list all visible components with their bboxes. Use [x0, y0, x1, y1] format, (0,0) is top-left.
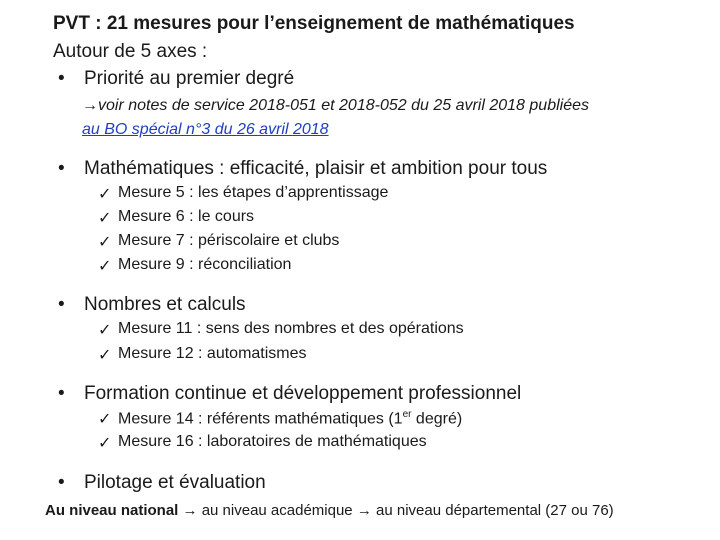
- note-line-1: [82, 97, 589, 115]
- bo-link[interactable]: au BO spécial n°3 du 26 avril 2018: [82, 121, 329, 138]
- bullet-icon: •: [58, 68, 65, 89]
- measure-item: Mesure 16 : laboratoires de mathématiques: [118, 433, 427, 450]
- right-arrow-icon: →: [182, 502, 198, 519]
- footer-national: Au niveau national: [45, 502, 179, 519]
- bullet-icon: •: [58, 383, 65, 404]
- ordinal-sup: er: [402, 409, 412, 420]
- measure-item: Mesure 12 : automatismes: [118, 345, 307, 362]
- checkmark-icon: ✓: [98, 435, 112, 452]
- checkmark-icon: ✓: [98, 347, 112, 364]
- checkmark-icon: ✓: [98, 186, 112, 203]
- footer-line: [45, 502, 614, 519]
- bullet-icon: •: [58, 158, 65, 179]
- axis-label: Mathématiques : efficacité, plaisir et ambition pour tous: [84, 158, 548, 179]
- bullet-icon: •: [58, 472, 65, 493]
- note-text: voir notes de service 2018-051 et 2018-052 du 25 avril 2018 publiées: [98, 97, 589, 114]
- measure-text: Mesure 14 : référents mathématiques (1: [118, 410, 403, 428]
- footer-depts: (27 ou 76): [545, 502, 614, 519]
- right-arrow-icon: →: [356, 502, 372, 519]
- measure-item: Mesure 11 : sens des nombres et des opérations: [118, 320, 464, 337]
- subtitle: Autour de 5 axes :: [53, 41, 208, 62]
- axis-label: Formation continue et développement professionnel: [84, 383, 522, 404]
- measure-tail: degré): [411, 410, 463, 428]
- note-line-2: [82, 121, 329, 139]
- right-arrow-icon: →: [82, 97, 98, 114]
- measure-item: [118, 409, 462, 428]
- bullet-icon: •: [58, 294, 65, 315]
- checkmark-icon: ✓: [98, 258, 112, 275]
- footer-academique: au niveau académique: [201, 502, 353, 519]
- checkmark-icon: ✓: [98, 322, 112, 339]
- measure-item: Mesure 6 : le cours: [118, 208, 255, 225]
- footer-departemental: au niveau départemental: [376, 502, 542, 519]
- measure-item: Mesure 9 : réconciliation: [118, 256, 292, 273]
- axis-label: Priorité au premier degré: [84, 68, 295, 89]
- checkmark-icon: ✓: [98, 234, 112, 251]
- axis-label: Pilotage et évaluation: [84, 472, 266, 493]
- measure-item: Mesure 5 : les étapes d’apprentissage: [118, 184, 389, 201]
- axis-label: Nombres et calculs: [84, 294, 246, 315]
- checkmark-icon: ✓: [98, 210, 112, 227]
- page-title: PVT : 21 mesures pour l’enseignement de mathématiques: [53, 13, 575, 34]
- measure-item: Mesure 7 : périscolaire et clubs: [118, 232, 340, 249]
- checkmark-icon: ✓: [98, 411, 112, 428]
